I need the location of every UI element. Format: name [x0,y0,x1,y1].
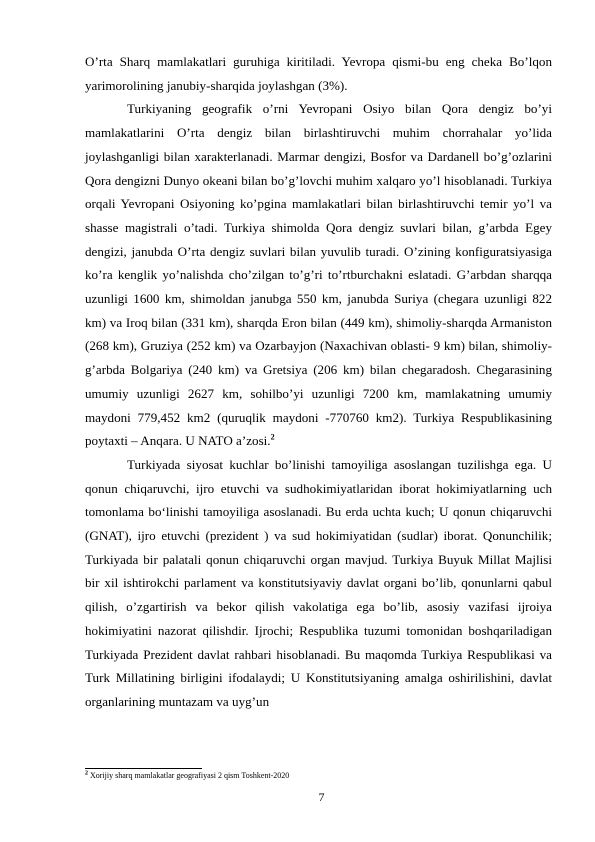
page-number: 7 [318,790,325,804]
footnote-divider [85,768,202,769]
paragraph-geography-text: Turkiyaning geografik o’rni Yevropani Osiyo bilan Qora dengiz bo’yi mamlakatlarini O’rta dengiz bilan birlashtiruvchi muhim chorrahalar yo’lida joylashganligi bilan xarakterlanadi. Marmar dengizi, Bosfor va Dardanell bo’g’ozlarini Qora dengizni Dunyo okeani bilan bo’g’lovchi muhim xalqaro yo’l hisoblanadi. Turkiya orqali Yevropani Osiyoning ko’pgina mamlakatlari bilan birlashtiruvchi temir yo’l va shasse magistrali o’tadi. Turkiya shimolda Qora dengiz suvlari bilan, g’arbda Egey dengizi, janubda O’rta dengiz suvlari bilan yuvulib turadi. O’zining konfiguratsiyasiga ko’ra kenglik yo’nalishda cho’zilgan to’g’ri to’rtburchakni eslatadi. G’arbdan sharqqa uzunligi 1600 km, shimoldan janubga 550 km, janubda Suriya (chegara uzunligi 822 km) va Iroq bilan (331 km), sharqda Eron bilan (449 km), shimoliy-sharqda Armaniston (268 km), Gruziya (252 km) va Ozarbayjon (Naxachivan oblasti- 9 km) bilan, shimoliy- g’arbda Bolgariya (240 km) va Gretsiya (206 km) bilan chegaradosh. Chegarasining umumiy uzunligi 2627 km, sohilbo’yi uzunligi 7200 km, mamlakatning umumiy maydoni 779,452 km2 (quruqlik maydoni -770760 km2). Turkiya Respublikasining poytaxti – Anqara. U NATO a’zosi. [85,101,552,449]
paragraph-politics: Turkiyada siyosat kuchlar bo’linishi tamoyiliga asoslangan tuzilishga ega. U qonun chiqaruvchi, ijro etuvchi va sudhokimiyatlaridan iborat hokimiyatlarning uch tomonlama bo‘linishi tamoyiliga asoslanadi. Bu erda uchta kuch; U qonun chiqaruvchi (GNAT), ijro etuvchi (prezident ) va sud hokimiyatidan (sudlar) iborat. Qonunchilik; Turkiyada bir palatali qonun chiqaruvchi organ mavjud. Turkiya Buyuk Millat Majlisi bir xil ishtirokchi parlament va konstitutsiyaviy davlat organi bo’lib, qonunlarni qabul qilish, o’zgartirish va bekor qilish vakolatiga ega bo’lib, asosiy vazifasi ijroiya hokimiyatini nazorat qilishdir. Ijrochi; Respublika tuzumi tomonidan boshqariladigan Turkiyada Prezident davlat rahbari hisoblanadi. Bu maqomda Turkiya Respublikasi va Turk Millatining birligini ifodalaydi; U Konstitutsiyaning amalga oshirilishini, davlat organlarining muntazam va uyg’un [85,456,552,709]
footnote-marker: 2 [85,770,88,777]
paragraph-intro: O’rta Sharq mamlakatlari guruhiga kiritiladi. Yevropa qismi-bu eng cheka Bo’lqon yarimorolining janubiy-sharqida joylashgan (3%). [85,54,552,93]
footnote [85,770,552,781]
footnote-text: Xorijiy sharq mamlakatlar geografiyasi 2 qism Toshkent-2020 [88,771,290,780]
paragraph-geography [85,97,552,453]
footnote-reference[interactable]: 2 [270,432,275,442]
document-body [85,50,552,714]
